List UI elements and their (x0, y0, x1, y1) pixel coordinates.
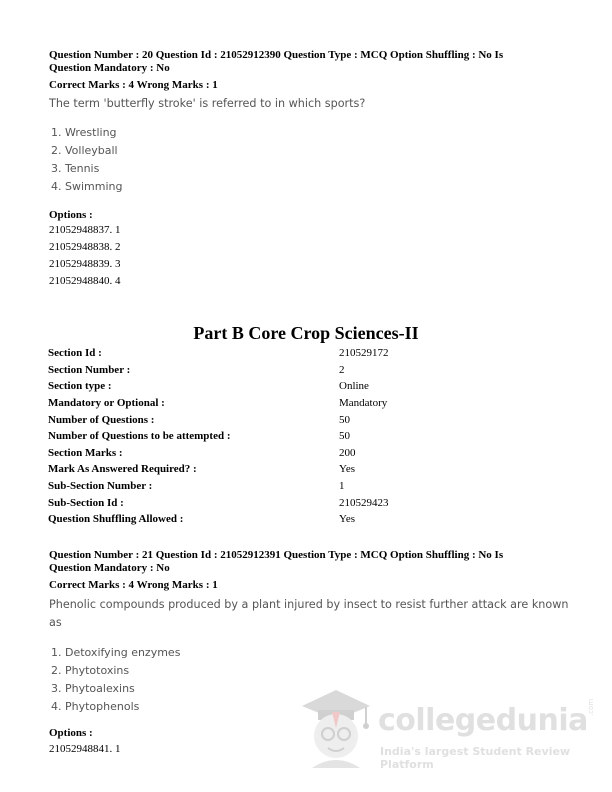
q20-option-id: 21052948838. 2 (49, 241, 121, 253)
q20-choice-list (51, 124, 122, 196)
watermark-dotcom: .com (587, 698, 595, 716)
section-info-row (48, 428, 389, 445)
q21-question-text-cont: as (49, 616, 62, 629)
q20-marks: Correct Marks : 4 Wrong Marks : 1 (49, 79, 218, 91)
section-info-value: Mandatory (339, 397, 388, 410)
watermark-brand: collegedunia (378, 703, 588, 738)
section-info-key: Mark As Answered Required? : (48, 463, 197, 476)
section-info-row (48, 511, 389, 528)
section-info-row (48, 378, 389, 395)
q20-choice: 2. Volleyball (51, 144, 118, 157)
q21-choice-list (51, 644, 180, 716)
section-info-table (48, 345, 389, 528)
section-info-value: Yes (339, 513, 356, 526)
section-info-row (48, 494, 389, 511)
section-info-key: Question Shuffling Allowed : (48, 513, 184, 526)
q21-options-label: Options : (49, 727, 93, 739)
section-info-value: 2 (339, 363, 345, 376)
q20-option-list (49, 222, 121, 290)
q20-option-id: 21052948837. 1 (49, 224, 121, 236)
section-info-value: Online (339, 380, 369, 393)
q20-choice: 1. Wrestling (51, 126, 117, 139)
section-info-key: Number of Questions to be attempted : (48, 430, 231, 443)
section-info-key: Number of Questions : (48, 413, 155, 426)
q20-choice: 3. Tennis (51, 162, 100, 175)
watermark-mascot-icon (292, 684, 374, 768)
section-info-key: Section Id : (48, 347, 102, 360)
q21-choice: 1. Detoxifying enzymes (51, 646, 181, 659)
section-info-value: 50 (339, 430, 350, 443)
section-info-key: Sub-Section Number : (48, 480, 153, 493)
q21-choice: 3. Phytoalexins (51, 682, 135, 695)
q21-choice: 2. Phytotoxins (51, 664, 130, 677)
q20-option-id: 21052948839. 3 (49, 258, 121, 270)
section-info-value: 200 (339, 446, 356, 459)
q21-option-id: 21052948841. 1 (49, 743, 121, 755)
section-info-row (48, 445, 389, 462)
q20-header-mandatory: Question Mandatory : No (49, 62, 170, 74)
q21-header-mandatory: Question Mandatory : No (49, 562, 170, 574)
q20-header: Question Number : 20 Question Id : 21052912390 Question Type : MCQ Option Shuffling : No Is (49, 49, 504, 61)
section-info-row (48, 411, 389, 428)
section-info-row (48, 395, 389, 412)
q20-option-id: 21052948840. 4 (49, 275, 121, 287)
section-info-row (48, 461, 389, 478)
section-info-row (48, 362, 389, 379)
q21-marks: Correct Marks : 4 Wrong Marks : 1 (49, 579, 218, 591)
q21-header: Question Number : 21 Question Id : 21052912391 Question Type : MCQ Option Shuffling : No Is (49, 549, 504, 561)
section-info-value: 210529423 (339, 496, 389, 509)
section-info-key: Section Marks : (48, 446, 123, 459)
section-info-key: Mandatory or Optional : (48, 397, 165, 410)
q21-choice: 4. Phytophenols (51, 700, 140, 713)
watermark-tagline: India's largest Student Review Platform (380, 745, 571, 771)
section-info-value: 210529172 (339, 347, 389, 360)
section-info-key: Section Number : (48, 363, 131, 376)
q20-question-text: The term 'butterfly stroke' is referred to in which sports? (49, 97, 366, 110)
section-info-value: 1 (339, 480, 345, 493)
q20-options-label: Options : (49, 209, 93, 221)
q21-question-text: Phenolic compounds produced by a plant injured by insect to resist further attack are known (49, 598, 569, 611)
q20-choice: 4. Swimming (51, 180, 123, 193)
section-info-row (48, 345, 389, 362)
section-info-value: 50 (339, 413, 350, 426)
section-info-key: Section type : (48, 380, 112, 393)
section-info-key: Sub-Section Id : (48, 496, 124, 509)
section-title: Part B Core Crop Sciences-II (193, 323, 419, 343)
section-info-row (48, 478, 389, 495)
section-info-value: Yes (339, 463, 356, 476)
